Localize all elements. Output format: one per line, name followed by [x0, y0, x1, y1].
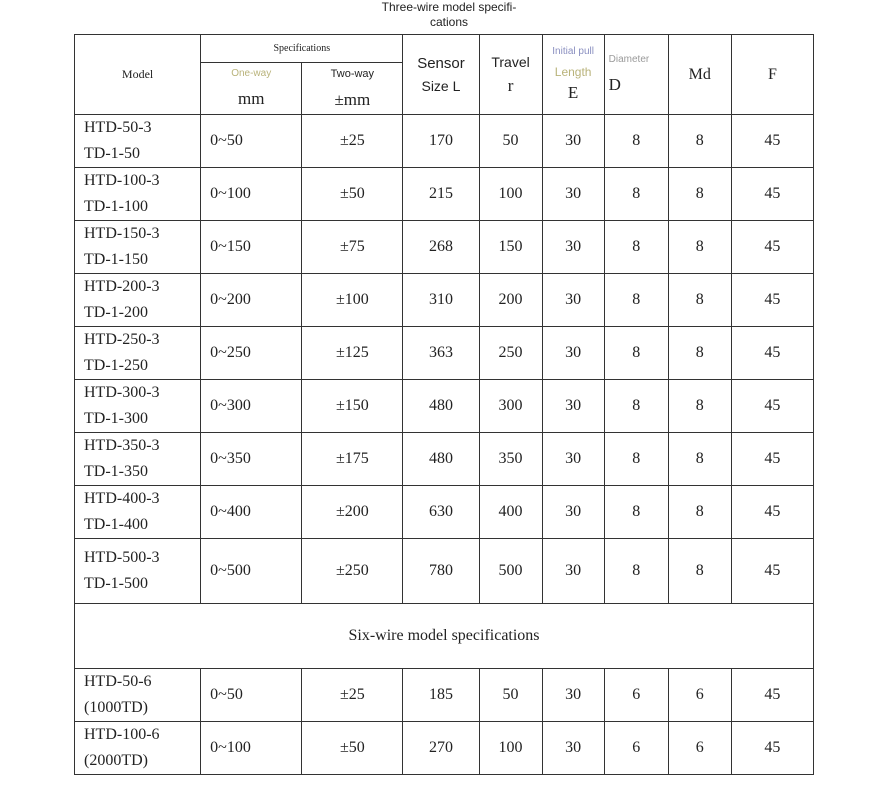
- header-model: Model: [75, 35, 201, 115]
- model-alias: TD-1-200: [84, 304, 148, 321]
- two-way-cell: ±50: [302, 168, 403, 221]
- model-name: HTD-200-3: [84, 278, 160, 295]
- md-cell: 6: [668, 722, 731, 775]
- table-row: [75, 433, 814, 486]
- two-way-cell: ±250: [302, 539, 403, 604]
- f-cell: 45: [731, 274, 813, 327]
- f-cell: 45: [731, 327, 813, 380]
- e-cell: 30: [542, 327, 604, 380]
- travel-cell: 50: [479, 115, 542, 168]
- e-cell: 30: [542, 539, 604, 604]
- header-two-way-label: Two-way: [330, 67, 375, 80]
- d-cell: 6: [604, 722, 668, 775]
- model-cell: [75, 380, 201, 433]
- header-specifications: Specifications: [201, 35, 403, 63]
- e-cell: 30: [542, 486, 604, 539]
- e-cell: 30: [542, 669, 604, 722]
- model-name: HTD-50-3: [84, 119, 152, 136]
- two-way-cell: ±175: [302, 433, 403, 486]
- header-two-way-unit: ±mm: [334, 89, 371, 109]
- sensor-cell: 170: [403, 115, 479, 168]
- travel-cell: 100: [479, 168, 542, 221]
- model-cell: [75, 486, 201, 539]
- f-cell: 45: [731, 433, 813, 486]
- header-e: E: [567, 83, 579, 102]
- header-diameter-label: Diameter: [608, 54, 650, 65]
- two-way-cell: ±100: [302, 274, 403, 327]
- model-cell: [75, 433, 201, 486]
- model-alias: TD-1-400: [84, 516, 148, 533]
- sensor-cell: 630: [403, 486, 479, 539]
- sensor-cell: 480: [403, 433, 479, 486]
- two-way-cell: ±75: [302, 221, 403, 274]
- d-cell: 8: [604, 274, 668, 327]
- d-cell: 8: [604, 327, 668, 380]
- model-cell: [75, 327, 201, 380]
- e-cell: 30: [542, 433, 604, 486]
- one-way-cell: 0~500: [201, 539, 302, 604]
- d-cell: 8: [604, 539, 668, 604]
- header-row-1: [75, 35, 814, 63]
- travel-cell: 300: [479, 380, 542, 433]
- header-travel-bottom: r: [507, 75, 514, 95]
- model-cell: [75, 669, 201, 722]
- f-cell: 45: [731, 486, 813, 539]
- sensor-cell: 480: [403, 380, 479, 433]
- f-cell: 45: [731, 669, 813, 722]
- f-cell: 45: [731, 221, 813, 274]
- md-cell: 8: [668, 486, 731, 539]
- d-cell: 8: [604, 115, 668, 168]
- header-two-way: [302, 63, 403, 115]
- table-row: [75, 221, 814, 274]
- header-md: Md: [668, 35, 731, 115]
- sensor-cell: 780: [403, 539, 479, 604]
- e-cell: 30: [542, 221, 604, 274]
- header-sensor: [403, 35, 479, 115]
- d-cell: 8: [604, 486, 668, 539]
- f-cell: 45: [731, 168, 813, 221]
- travel-cell: 250: [479, 327, 542, 380]
- sensor-cell: 185: [403, 669, 479, 722]
- travel-cell: 100: [479, 722, 542, 775]
- e-cell: 30: [542, 115, 604, 168]
- model-alias: TD-1-250: [84, 357, 148, 374]
- model-cell: [75, 722, 201, 775]
- one-way-cell: 0~250: [201, 327, 302, 380]
- model-alias: TD-1-500: [84, 575, 148, 592]
- f-cell: 45: [731, 380, 813, 433]
- travel-cell: 500: [479, 539, 542, 604]
- model-alias: (2000TD): [84, 752, 148, 769]
- spec-table: [74, 34, 814, 775]
- md-cell: 8: [668, 539, 731, 604]
- model-name: HTD-100-6: [84, 726, 160, 743]
- one-way-cell: 0~50: [201, 669, 302, 722]
- model-name: HTD-50-6: [84, 673, 152, 690]
- sensor-cell: 268: [403, 221, 479, 274]
- md-cell: 8: [668, 168, 731, 221]
- two-way-cell: ±25: [302, 115, 403, 168]
- two-way-cell: ±25: [302, 669, 403, 722]
- model-alias: TD-1-150: [84, 251, 148, 268]
- model-name: HTD-400-3: [84, 490, 160, 507]
- page-title: Three-wire model specifi- cations: [381, 0, 517, 29]
- table-row: [75, 669, 814, 722]
- travel-cell: 200: [479, 274, 542, 327]
- e-cell: 30: [542, 722, 604, 775]
- one-way-cell: 0~50: [201, 115, 302, 168]
- f-cell: 45: [731, 539, 813, 604]
- model-alias: TD-1-100: [84, 198, 148, 215]
- sensor-cell: 215: [403, 168, 479, 221]
- model-name: HTD-350-3: [84, 437, 160, 454]
- model-alias: (1000TD): [84, 699, 148, 716]
- header-length-label: Length: [554, 65, 592, 79]
- header-f: F: [731, 35, 813, 115]
- header-diameter: [604, 35, 668, 115]
- section-row: [75, 604, 814, 669]
- sensor-cell: 310: [403, 274, 479, 327]
- header-one-way: [201, 63, 302, 115]
- header-travel: [479, 35, 542, 115]
- md-cell: 8: [668, 327, 731, 380]
- table-row: [75, 380, 814, 433]
- two-way-cell: ±200: [302, 486, 403, 539]
- e-cell: 30: [542, 274, 604, 327]
- e-cell: 30: [542, 168, 604, 221]
- one-way-cell: 0~300: [201, 380, 302, 433]
- d-cell: 8: [604, 380, 668, 433]
- header-initial-pull: [542, 35, 604, 115]
- model-name: HTD-100-3: [84, 172, 160, 189]
- md-cell: 6: [668, 669, 731, 722]
- model-cell: [75, 221, 201, 274]
- sensor-cell: 270: [403, 722, 479, 775]
- header-d: D: [608, 75, 621, 94]
- model-cell: [75, 115, 201, 168]
- header-one-way-label: One-way: [231, 68, 272, 79]
- one-way-cell: 0~200: [201, 274, 302, 327]
- table-row: [75, 168, 814, 221]
- one-way-cell: 0~150: [201, 221, 302, 274]
- md-cell: 8: [668, 221, 731, 274]
- model-alias: TD-1-350: [84, 463, 148, 480]
- md-cell: 8: [668, 433, 731, 486]
- table-row: [75, 327, 814, 380]
- table-row: [75, 722, 814, 775]
- table-row: [75, 115, 814, 168]
- f-cell: 45: [731, 115, 813, 168]
- travel-cell: 150: [479, 221, 542, 274]
- table-row: [75, 539, 814, 604]
- travel-cell: 50: [479, 669, 542, 722]
- model-name: HTD-300-3: [84, 384, 160, 401]
- one-way-cell: 0~100: [201, 168, 302, 221]
- d-cell: 8: [604, 433, 668, 486]
- md-cell: 8: [668, 115, 731, 168]
- md-cell: 8: [668, 274, 731, 327]
- one-way-cell: 0~100: [201, 722, 302, 775]
- one-way-cell: 0~350: [201, 433, 302, 486]
- model-alias: TD-1-50: [84, 145, 140, 162]
- model-name: HTD-150-3: [84, 225, 160, 242]
- header-sensor-bottom: Size L: [421, 78, 461, 94]
- model-alias: TD-1-300: [84, 410, 148, 427]
- header-one-way-unit: mm: [237, 89, 265, 108]
- d-cell: 6: [604, 669, 668, 722]
- two-way-cell: ±50: [302, 722, 403, 775]
- table-row: [75, 274, 814, 327]
- model-cell: [75, 274, 201, 327]
- one-way-cell: 0~400: [201, 486, 302, 539]
- header-initial-pull-label: Initial pull: [552, 46, 594, 57]
- f-cell: 45: [731, 722, 813, 775]
- travel-cell: 400: [479, 486, 542, 539]
- d-cell: 8: [604, 168, 668, 221]
- model-cell: [75, 168, 201, 221]
- header-travel-top: Travel: [491, 53, 530, 70]
- d-cell: 8: [604, 221, 668, 274]
- model-name: HTD-500-3: [84, 549, 160, 566]
- two-way-cell: ±150: [302, 380, 403, 433]
- model-cell: [75, 539, 201, 604]
- header-sensor-top: Sensor: [417, 55, 465, 72]
- table-row: [75, 486, 814, 539]
- sensor-cell: 363: [403, 327, 479, 380]
- e-cell: 30: [542, 380, 604, 433]
- travel-cell: 350: [479, 433, 542, 486]
- model-name: HTD-250-3: [84, 331, 160, 348]
- md-cell: 8: [668, 380, 731, 433]
- six-wire-section-title: Six-wire model specifications: [75, 604, 814, 669]
- two-way-cell: ±125: [302, 327, 403, 380]
